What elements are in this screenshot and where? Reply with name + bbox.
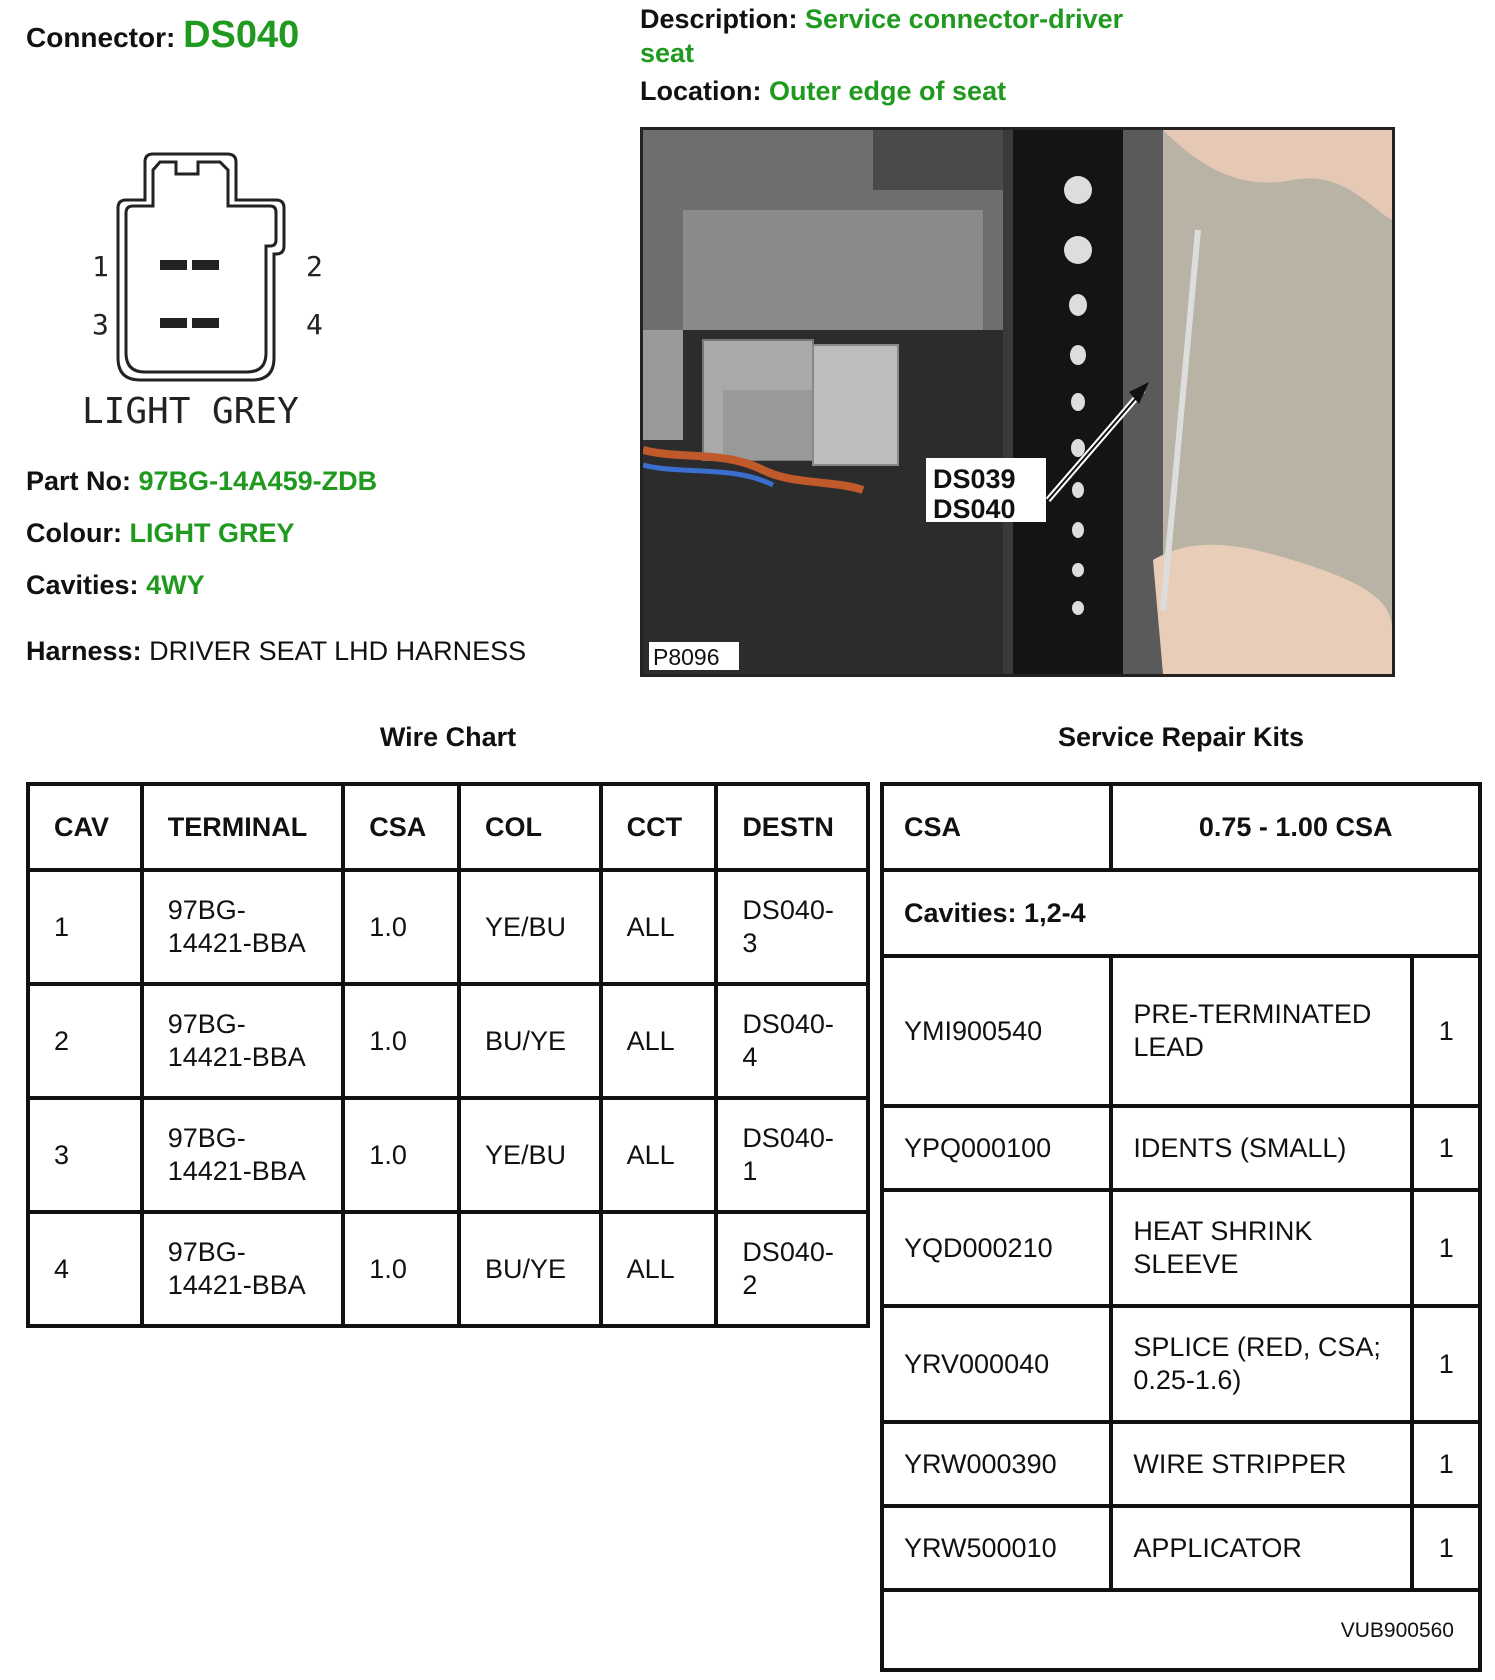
cell-csa: 1.0	[343, 870, 459, 984]
photo-callout-ds040: DS040	[933, 494, 1016, 524]
cell-cct: ALL	[601, 984, 717, 1098]
cell-cav: 4	[28, 1212, 142, 1326]
table-row	[28, 1212, 868, 1326]
cell-csa: 1.0	[343, 984, 459, 1098]
kit-qty: 1	[1412, 1106, 1480, 1190]
kit-desc: HEAT SHRINK SLEEVE	[1111, 1190, 1412, 1306]
cell-cct: ALL	[601, 1212, 717, 1326]
kit-desc: SPLICE (RED, CSA; 0.25-1.6)	[1111, 1306, 1412, 1422]
pin-label-4: 4	[306, 308, 323, 341]
cell-cav: 1	[28, 870, 142, 984]
connector-value: DS040	[183, 14, 300, 56]
location-value: Outer edge of seat	[769, 76, 1007, 106]
cell-destn: DS040-1	[716, 1098, 868, 1212]
kit-qty: 1	[1412, 956, 1480, 1106]
wire-chart-header-row	[28, 784, 868, 870]
connector-face-diagram	[70, 148, 370, 438]
kits-reference: VUB900560	[882, 1590, 1480, 1670]
table-row	[882, 1306, 1480, 1422]
cell-csa: 1.0	[343, 1098, 459, 1212]
harness-label: Harness:	[26, 636, 142, 666]
harness	[26, 636, 526, 667]
kit-desc: APPLICATOR	[1111, 1506, 1412, 1590]
part-number-value: 97BG-14A459-ZDB	[138, 466, 378, 496]
table-row	[28, 1098, 868, 1212]
cell-cct: ALL	[601, 870, 717, 984]
cell-col: BU/YE	[459, 1212, 601, 1326]
photo-callout-ds039: DS039	[933, 464, 1016, 494]
cell-col: YE/BU	[459, 1098, 601, 1212]
pin-label-3: 3	[92, 308, 109, 341]
repair-kits-table	[880, 782, 1482, 1672]
part-number	[26, 466, 377, 497]
terminal-slot-2a	[160, 318, 187, 328]
kits-reference-row	[882, 1590, 1480, 1670]
kit-qty: 1	[1412, 1422, 1480, 1506]
description-label: Description:	[640, 4, 798, 34]
col-header-csa: CSA	[343, 784, 459, 870]
cell-destn: DS040-2	[716, 1212, 868, 1326]
wire-chart-table	[26, 782, 870, 1328]
pin-label-2: 2	[306, 250, 323, 283]
cell-col: YE/BU	[459, 870, 601, 984]
description-value: Service connector-driver seat	[640, 4, 1124, 68]
photo-code: P8096	[653, 644, 720, 670]
cell-terminal: 97BG-14421-BBA	[142, 870, 344, 984]
cell-cct: ALL	[601, 1098, 717, 1212]
cell-col: BU/YE	[459, 984, 601, 1098]
table-row	[882, 1506, 1480, 1590]
cell-terminal: 97BG-14421-BBA	[142, 1098, 344, 1212]
terminal-slot-2b	[192, 318, 219, 328]
cell-cav: 3	[28, 1098, 142, 1212]
cavities-value: 4WY	[146, 570, 205, 600]
connector-heading	[26, 14, 299, 57]
kit-qty: 1	[1412, 1306, 1480, 1422]
cell-cav: 2	[28, 984, 142, 1098]
description	[640, 2, 1160, 70]
kit-qty: 1	[1412, 1506, 1480, 1590]
col-header-cct: CCT	[601, 784, 717, 870]
cell-terminal: 97BG-14421-BBA	[142, 1212, 344, 1326]
colour-value: LIGHT GREY	[129, 518, 295, 548]
kits-cavities: Cavities: 1,2-4	[882, 870, 1480, 956]
col-header-col: COL	[459, 784, 601, 870]
repair-kits-title: Service Repair Kits	[1057, 722, 1305, 752]
table-row	[882, 1190, 1480, 1306]
terminal-slot-1b	[192, 260, 219, 270]
kit-code: YRW000390	[882, 1422, 1111, 1506]
table-row	[882, 1106, 1480, 1190]
table-row	[28, 984, 868, 1098]
table-row	[28, 870, 868, 984]
pin-label-1: 1	[92, 250, 109, 283]
cell-csa: 1.0	[343, 1212, 459, 1326]
wire-chart-title: Wire Chart	[379, 722, 517, 752]
cell-destn: DS040-3	[716, 870, 868, 984]
col-header-terminal: TERMINAL	[142, 784, 344, 870]
kit-code: YQD000210	[882, 1190, 1111, 1306]
terminal-slot-1a	[160, 260, 187, 270]
location-label: Location:	[640, 76, 762, 106]
part-number-label: Part No:	[26, 466, 132, 496]
kit-desc: IDENTS (SMALL)	[1111, 1106, 1412, 1190]
kit-desc: PRE-TERMINATED LEAD	[1111, 956, 1412, 1106]
col-header-cav: CAV	[28, 784, 142, 870]
col-header-destn: DESTN	[716, 784, 868, 870]
kit-code: YRW500010	[882, 1506, 1111, 1590]
cell-destn: DS040-4	[716, 984, 868, 1098]
table-row	[882, 956, 1480, 1106]
cavities-label: Cavities:	[26, 570, 139, 600]
repair-kits-header-row	[882, 784, 1480, 870]
kits-header-range: 0.75 - 1.00 CSA	[1111, 784, 1480, 870]
kit-qty: 1	[1412, 1190, 1480, 1306]
cavities	[26, 570, 205, 601]
kit-code: YMI900540	[882, 956, 1111, 1106]
kits-header-csa: CSA	[882, 784, 1111, 870]
colour	[26, 518, 295, 549]
colour-label: Colour:	[26, 518, 122, 548]
kit-desc: WIRE STRIPPER	[1111, 1422, 1412, 1506]
location-photo	[640, 127, 1395, 677]
cell-terminal: 97BG-14421-BBA	[142, 984, 344, 1098]
table-row	[882, 1422, 1480, 1506]
connector-label: Connector:	[26, 22, 176, 53]
location-photo-illustration	[643, 130, 1392, 674]
harness-value: DRIVER SEAT LHD HARNESS	[149, 636, 527, 666]
kits-cavities-row	[882, 870, 1480, 956]
location	[640, 76, 1006, 107]
kit-code: YRV000040	[882, 1306, 1111, 1422]
kit-code: YPQ000100	[882, 1106, 1111, 1190]
diagram-colour-text: LIGHT GREY	[82, 391, 299, 432]
